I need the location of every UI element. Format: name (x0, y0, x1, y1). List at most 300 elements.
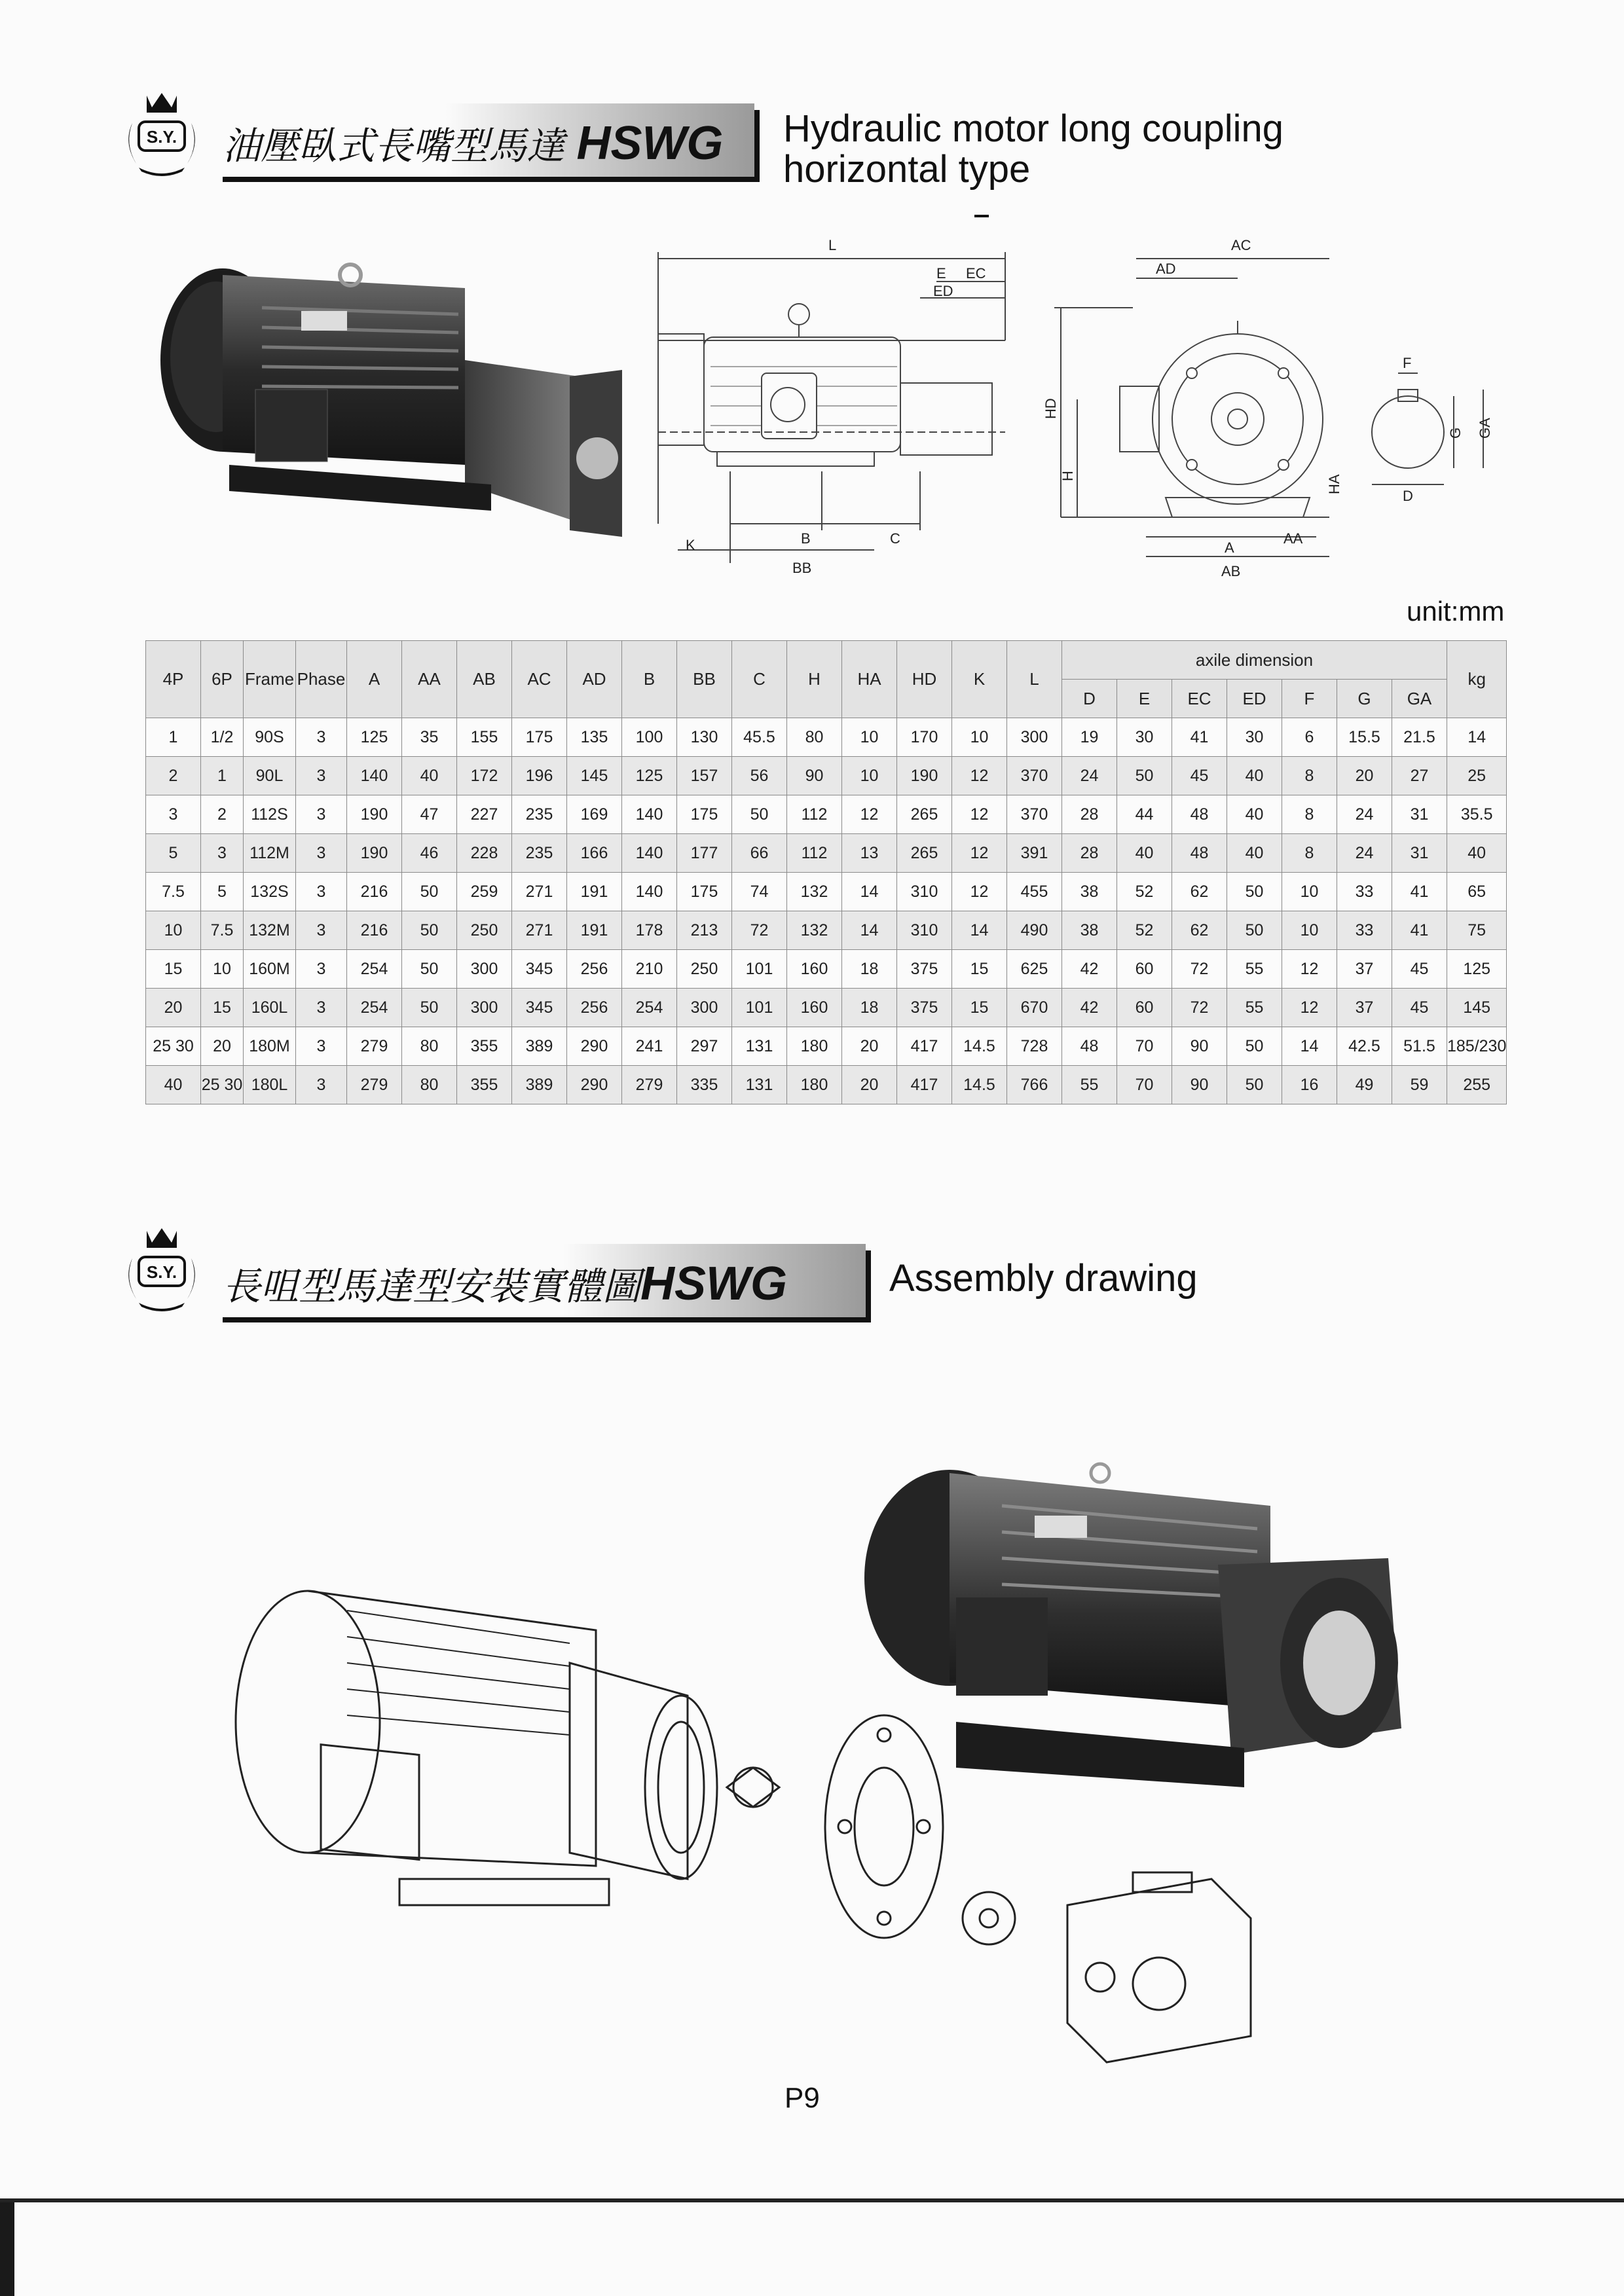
table-cell: 132S (244, 873, 296, 911)
table-cell: 290 (567, 1027, 622, 1066)
dim-G: G (1447, 427, 1464, 439)
table-cell: 255 (1447, 1066, 1507, 1104)
table-cell: 135 (567, 718, 622, 757)
table-cell: 12 (952, 834, 1007, 873)
dim-A: A (1225, 539, 1234, 556)
sy-logo (113, 84, 211, 182)
table-cell: 25 30 (201, 1066, 244, 1104)
table-cell: 31 (1392, 834, 1447, 873)
motor-photo (151, 249, 629, 550)
table-cell: 196 (512, 757, 567, 795)
table-cell: 90 (1172, 1027, 1227, 1066)
table-cell: 112 (787, 834, 842, 873)
table-cell: 75 (1447, 911, 1507, 950)
table-cell: 130 (677, 718, 732, 757)
table-cell: 112M (244, 834, 296, 873)
table-cell: 55 (1062, 1066, 1117, 1104)
section-title-banner (223, 103, 760, 182)
dim-GA: GA (1477, 418, 1493, 439)
table-cell: 100 (622, 718, 677, 757)
dim-D: D (1403, 488, 1413, 504)
table-cell: 279 (622, 1066, 677, 1104)
table-cell: 3 (296, 1027, 347, 1066)
table-cell: 7.5 (146, 873, 201, 911)
table-cell: 20 (842, 1027, 897, 1066)
table-cell: 254 (622, 989, 677, 1027)
table-cell: 72 (732, 911, 787, 950)
table-cell: 60 (1117, 950, 1172, 989)
table-cell: 46 (402, 834, 457, 873)
table-cell: 160 (787, 950, 842, 989)
title-en-line1: Hydraulic motor long coupling (783, 107, 1284, 150)
table-cell: 80 (402, 1066, 457, 1104)
header-row-1 (146, 641, 1507, 680)
table-cell: 300 (677, 989, 732, 1027)
table-cell: 41 (1172, 718, 1227, 757)
dash-mark (974, 215, 989, 217)
table-cell: 66 (732, 834, 787, 873)
table-cell: 12 (952, 757, 1007, 795)
table-cell: 490 (1007, 911, 1062, 950)
table-cell: 28 (1062, 795, 1117, 834)
header-cell: C (732, 641, 787, 718)
table-cell: 1 (201, 757, 244, 795)
table-cell: 3 (296, 989, 347, 1027)
table-cell: 290 (567, 1066, 622, 1104)
table-header (146, 641, 1507, 718)
table-cell: 132M (244, 911, 296, 950)
table-cell: 335 (677, 1066, 732, 1104)
table-cell: 160M (244, 950, 296, 989)
table-cell: 140 (622, 873, 677, 911)
table-cell: 48 (1172, 834, 1227, 873)
table-cell: 169 (567, 795, 622, 834)
table-cell: 40 (402, 757, 457, 795)
table-cell: 3 (296, 795, 347, 834)
dim-HD: HD (1043, 398, 1059, 419)
table-cell: 35 (402, 718, 457, 757)
table-cell: 55 (1227, 950, 1282, 989)
title-en-line2: horizontal type (783, 148, 1031, 191)
table-row (146, 989, 1507, 1027)
model-name: HSWG (576, 117, 724, 170)
table-cell: 41 (1392, 873, 1447, 911)
dim-AB: AB (1221, 563, 1241, 579)
header-cell: B (622, 641, 677, 718)
table-cell: 670 (1007, 989, 1062, 1027)
table-cell: 62 (1172, 873, 1227, 911)
table-row (146, 1027, 1507, 1066)
table-cell: 370 (1007, 757, 1062, 795)
table-cell: 256 (567, 989, 622, 1027)
table-cell: 370 (1007, 795, 1062, 834)
table-cell: 18 (842, 950, 897, 989)
table-cell: 12 (1282, 989, 1337, 1027)
table-cell: 40 (146, 1066, 201, 1104)
table-cell: 20 (146, 989, 201, 1027)
unit-label: unit:mm (1407, 596, 1505, 627)
table-cell: 15 (146, 950, 201, 989)
table-cell: 40 (1117, 834, 1172, 873)
table-cell: 37 (1337, 950, 1392, 989)
table-cell: 766 (1007, 1066, 1062, 1104)
table-cell: 50 (732, 795, 787, 834)
table-cell: 3 (296, 911, 347, 950)
header-cell: BB (677, 641, 732, 718)
table-cell: 216 (347, 911, 402, 950)
table-cell: 40 (1227, 757, 1282, 795)
dim-EC: EC (966, 265, 986, 282)
table-cell: 389 (512, 1066, 567, 1104)
table-cell: 14 (1282, 1027, 1337, 1066)
dim-K: K (686, 537, 695, 553)
spec-table (145, 640, 1507, 1104)
header-cell: D (1062, 680, 1117, 718)
table-cell: 47 (402, 795, 457, 834)
table-cell: 10 (1282, 911, 1337, 950)
table-cell: 132 (787, 873, 842, 911)
dim-AA: AA (1283, 530, 1303, 547)
dim-H: H (1060, 471, 1076, 481)
table-cell: 10 (146, 911, 201, 950)
header-cell: K (952, 641, 1007, 718)
page-number: P9 (784, 2082, 820, 2114)
table-cell: 355 (457, 1027, 512, 1066)
table-cell: 1 (146, 718, 201, 757)
table-cell: 297 (677, 1027, 732, 1066)
table-cell: 20 (842, 1066, 897, 1104)
table-cell: 10 (842, 757, 897, 795)
table-cell: 3 (296, 950, 347, 989)
dim-B: B (801, 530, 811, 547)
table-cell: 41 (1392, 911, 1447, 950)
table-cell: 14 (1447, 718, 1507, 757)
title2-cn: 長咀型馬達型安裝實體圖 (223, 1264, 641, 1309)
table-cell: 74 (732, 873, 787, 911)
table-cell: 175 (677, 873, 732, 911)
dim-ED: ED (933, 283, 953, 299)
header-cell: EC (1172, 680, 1227, 718)
table-cell: 14 (842, 873, 897, 911)
table-cell: 35.5 (1447, 795, 1507, 834)
table-cell: 33 (1337, 911, 1392, 950)
table-cell: 90L (244, 757, 296, 795)
header-cell: G (1337, 680, 1392, 718)
table-cell: 265 (897, 834, 952, 873)
table-cell: 5 (201, 873, 244, 911)
dim-AC: AC (1231, 237, 1251, 253)
dim-AD: AD (1156, 261, 1176, 277)
table-cell: 300 (457, 989, 512, 1027)
header-cell: GA (1392, 680, 1447, 718)
table-cell: 213 (677, 911, 732, 950)
table-cell: 72 (1172, 989, 1227, 1027)
table-cell: 254 (347, 989, 402, 1027)
table-cell: 24 (1337, 834, 1392, 873)
header-cell: HA (842, 641, 897, 718)
table-cell: 28 (1062, 834, 1117, 873)
table-cell: 49 (1337, 1066, 1392, 1104)
table-cell: 3 (296, 757, 347, 795)
table-cell: 62 (1172, 911, 1227, 950)
table-cell: 45.5 (732, 718, 787, 757)
header-cell: AD (567, 641, 622, 718)
table-cell: 2 (146, 757, 201, 795)
table-cell: 175 (512, 718, 567, 757)
table-cell: 50 (1227, 1027, 1282, 1066)
table-cell: 112S (244, 795, 296, 834)
table-cell: 50 (402, 989, 457, 1027)
table-cell: 38 (1062, 911, 1117, 950)
dim-F: F (1403, 355, 1412, 371)
table-row (146, 911, 1507, 950)
table-cell: 190 (347, 795, 402, 834)
table-cell: 256 (567, 950, 622, 989)
table-cell: 389 (512, 1027, 567, 1066)
table-cell: 12 (1282, 950, 1337, 989)
header-cell: 6P (201, 641, 244, 718)
table-cell: 180 (787, 1066, 842, 1104)
table-cell: 227 (457, 795, 512, 834)
table-cell: 625 (1007, 950, 1062, 989)
table-cell: 90S (244, 718, 296, 757)
table-cell: 10 (952, 718, 1007, 757)
table-cell: 180M (244, 1027, 296, 1066)
header-cell: L (1007, 641, 1062, 718)
table-cell: 300 (1007, 718, 1062, 757)
side-view-drawing (638, 236, 1031, 589)
table-cell: 21.5 (1392, 718, 1447, 757)
table-cell: 265 (897, 795, 952, 834)
table-cell: 417 (897, 1027, 952, 1066)
table-cell: 190 (347, 834, 402, 873)
table-cell: 51.5 (1392, 1027, 1447, 1066)
table-cell: 50 (402, 911, 457, 950)
table-row (146, 834, 1507, 873)
header-cell: AC (512, 641, 567, 718)
logo-text: S.Y. (146, 127, 177, 147)
table-cell: 3 (296, 1066, 347, 1104)
table-cell: 140 (622, 795, 677, 834)
table-cell: 391 (1007, 834, 1062, 873)
table-cell: 25 30 (146, 1027, 201, 1066)
table-cell: 250 (457, 911, 512, 950)
shaft-section-drawing (1362, 354, 1513, 504)
header-cell: HD (897, 641, 952, 718)
table-cell: 172 (457, 757, 512, 795)
table-cell: 59 (1392, 1066, 1447, 1104)
table-cell: 170 (897, 718, 952, 757)
table-cell: 48 (1172, 795, 1227, 834)
header-cell: 4P (146, 641, 201, 718)
table-cell: 310 (897, 911, 952, 950)
table-cell: 5 (146, 834, 201, 873)
table-cell: 210 (622, 950, 677, 989)
table-cell: 175 (677, 795, 732, 834)
header-cell: kg (1447, 641, 1507, 718)
table-cell: 3 (296, 873, 347, 911)
table-cell: 50 (1227, 911, 1282, 950)
table-cell: 140 (347, 757, 402, 795)
table-row (146, 757, 1507, 795)
header-cell: F (1282, 680, 1337, 718)
table-cell: 30 (1117, 718, 1172, 757)
table-cell: 12 (952, 795, 1007, 834)
table-cell: 90 (787, 757, 842, 795)
table-cell: 140 (622, 834, 677, 873)
table-cell: 80 (787, 718, 842, 757)
table-cell: 42.5 (1337, 1027, 1392, 1066)
table-cell: 235 (512, 834, 567, 873)
table-cell: 191 (567, 873, 622, 911)
table-cell: 180 (787, 1027, 842, 1066)
table-cell: 42 (1062, 950, 1117, 989)
table-cell: 56 (732, 757, 787, 795)
table-row (146, 1066, 1507, 1104)
section2-title-banner (223, 1244, 871, 1322)
table-cell: 310 (897, 873, 952, 911)
table-cell: 70 (1117, 1027, 1172, 1066)
table-cell: 15.5 (1337, 718, 1392, 757)
table-cell: 279 (347, 1027, 402, 1066)
table-cell: 145 (1447, 989, 1507, 1027)
table-cell: 180L (244, 1066, 296, 1104)
table-cell: 3 (146, 795, 201, 834)
table-cell: 50 (1117, 757, 1172, 795)
table-cell: 45 (1172, 757, 1227, 795)
table-cell: 48 (1062, 1027, 1117, 1066)
table-cell: 16 (1282, 1066, 1337, 1104)
table-cell: 15 (952, 989, 1007, 1027)
table-cell: 40 (1447, 834, 1507, 873)
table-cell: 160L (244, 989, 296, 1027)
table-cell: 33 (1337, 873, 1392, 911)
table-cell: 417 (897, 1066, 952, 1104)
header-cell: H (787, 641, 842, 718)
table-cell: 10 (842, 718, 897, 757)
header-cell: E (1117, 680, 1172, 718)
table-cell: 228 (457, 834, 512, 873)
table-cell: 6 (1282, 718, 1337, 757)
table-cell: 15 (201, 989, 244, 1027)
table-cell: 45 (1392, 950, 1447, 989)
header-cell: Phase (296, 641, 347, 718)
table-cell: 12 (842, 795, 897, 834)
table-cell: 355 (457, 1066, 512, 1104)
table-cell: 3 (296, 718, 347, 757)
table-cell: 155 (457, 718, 512, 757)
title-cn: 油壓臥式長嘴型馬達 (223, 124, 565, 168)
table-cell: 52 (1117, 911, 1172, 950)
table-cell: 50 (1227, 1066, 1282, 1104)
table-cell: 145 (567, 757, 622, 795)
header-cell: Frame (244, 641, 296, 718)
table-cell: 38 (1062, 873, 1117, 911)
table-row (146, 795, 1507, 834)
table-cell: 216 (347, 873, 402, 911)
table-cell: 166 (567, 834, 622, 873)
table-cell: 1/2 (201, 718, 244, 757)
table-cell: 90 (1172, 1066, 1227, 1104)
title-en (783, 109, 1283, 190)
table-body (146, 718, 1507, 1104)
table-cell: 157 (677, 757, 732, 795)
table-cell: 101 (732, 989, 787, 1027)
table-cell: 50 (402, 950, 457, 989)
table-cell: 125 (622, 757, 677, 795)
table-cell: 131 (732, 1027, 787, 1066)
table-cell: 455 (1007, 873, 1062, 911)
table-cell: 24 (1337, 795, 1392, 834)
table-cell: 7.5 (201, 911, 244, 950)
model-name-2: HSWG (640, 1258, 787, 1310)
table-cell: 185/230 (1447, 1027, 1507, 1066)
table-cell: 40 (1227, 795, 1282, 834)
table-cell: 279 (347, 1066, 402, 1104)
table-cell: 30 (1227, 718, 1282, 757)
table-cell: 27 (1392, 757, 1447, 795)
header-cell: AA (402, 641, 457, 718)
table-cell: 131 (732, 1066, 787, 1104)
table-cell: 60 (1117, 989, 1172, 1027)
table-cell: 12 (952, 873, 1007, 911)
table-cell: 728 (1007, 1027, 1062, 1066)
table-cell: 235 (512, 795, 567, 834)
table-cell: 52 (1117, 873, 1172, 911)
table-cell: 112 (787, 795, 842, 834)
table-cell: 70 (1117, 1066, 1172, 1104)
table-cell: 14.5 (952, 1066, 1007, 1104)
front-view-drawing (1041, 236, 1356, 589)
table-cell: 72 (1172, 950, 1227, 989)
table-cell: 101 (732, 950, 787, 989)
table-cell: 345 (512, 989, 567, 1027)
table-cell: 125 (1447, 950, 1507, 989)
axile-dimension-header: axile dimension (1062, 641, 1447, 680)
dim-C: C (890, 530, 900, 547)
table-cell: 375 (897, 950, 952, 989)
table-cell: 3 (296, 834, 347, 873)
table-cell: 14 (952, 911, 1007, 950)
dim-L: L (828, 237, 837, 253)
table-cell: 50 (1227, 873, 1282, 911)
table-cell: 50 (402, 873, 457, 911)
table-cell: 254 (347, 950, 402, 989)
assembly-photo (851, 1447, 1414, 1820)
table-cell: 177 (677, 834, 732, 873)
table-cell: 345 (512, 950, 567, 989)
table-row (146, 718, 1507, 757)
table-cell: 3 (201, 834, 244, 873)
table-cell: 259 (457, 873, 512, 911)
table-cell: 13 (842, 834, 897, 873)
table-cell: 20 (1337, 757, 1392, 795)
table-cell: 190 (897, 757, 952, 795)
table-cell: 55 (1227, 989, 1282, 1027)
dim-BB: BB (792, 560, 812, 576)
logo-text-2: S.Y. (146, 1262, 177, 1282)
table-cell: 271 (512, 911, 567, 950)
table-cell: 45 (1392, 989, 1447, 1027)
table-cell: 42 (1062, 989, 1117, 1027)
table-cell: 20 (201, 1027, 244, 1066)
dim-E: E (936, 265, 946, 282)
table-cell: 40 (1227, 834, 1282, 873)
table-cell: 24 (1062, 757, 1117, 795)
table-cell: 10 (201, 950, 244, 989)
header-cell: A (347, 641, 402, 718)
table-cell: 15 (952, 950, 1007, 989)
